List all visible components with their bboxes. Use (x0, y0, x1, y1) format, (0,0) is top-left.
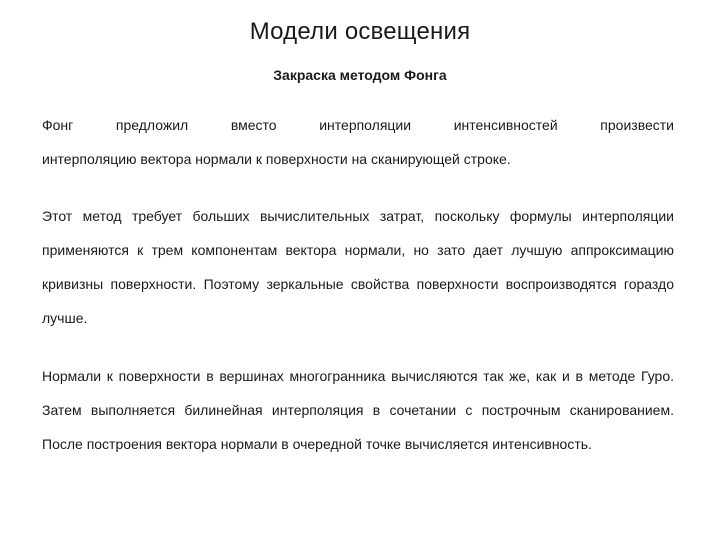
paragraph-2: Этот метод требует больших вычислительных затрат, поскольку формулы интерполяции применяются к трем компонентам вектора нормали, но зато дает лучшую аппроксимацию кривизны поверхности. Поэтому зеркальные свойства поверхности воспроизводятся гораздо лучше. (42, 208, 674, 326)
paragraph-3: Нормали к поверхности в вершинах многогранника вычисляются так же, как и в методе Гуро. Затем выполняется билинейная интерполяция в сочетании с построчным сканированием. После построения вектора нормали в очередной точке вычисляется интенсивность. (42, 368, 674, 452)
paragraph-1 (42, 108, 674, 176)
slide-subtitle: Закраска методом Фонга (273, 67, 447, 83)
paragraph-1-rest: интерполяцию вектора нормали к поверхности на сканирующей строке. (42, 151, 511, 167)
paragraph-1-line-1: Фонг предложил вместо интерполяции интенсивностей произвести (42, 117, 674, 133)
slide-title: Модели освещения (249, 18, 471, 45)
